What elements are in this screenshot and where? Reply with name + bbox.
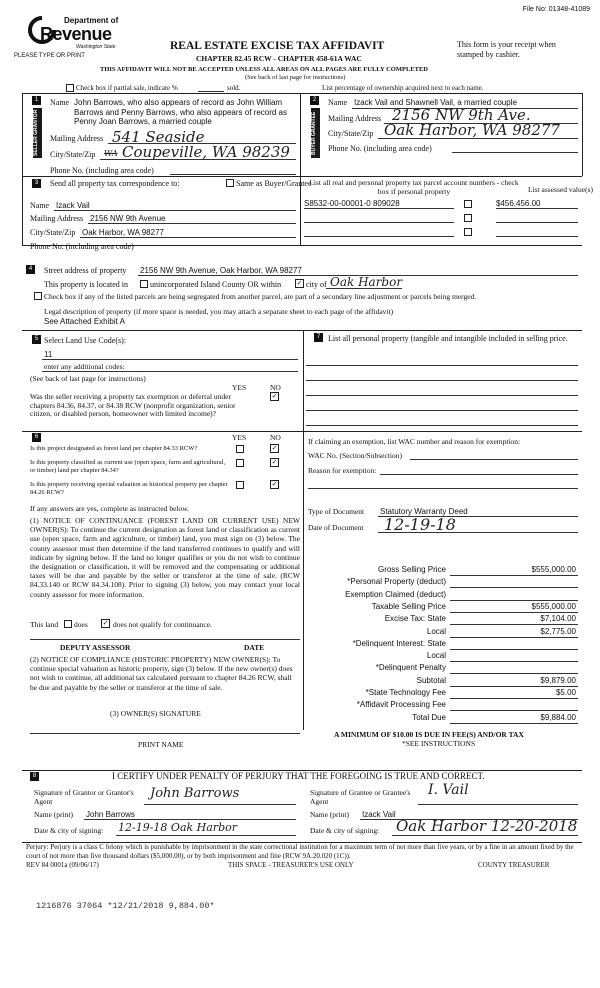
corr-city[interactable]: Oak Harbor, WA 98277 [82, 228, 164, 237]
tax-row-line [450, 661, 578, 662]
minimum-fee-note: A MINIMUM OF $10.00 IS DUE IN FEE(S) AND/OR TAX [334, 730, 524, 739]
grantor-date-city[interactable]: 12-19-18 Oak Harbor [118, 821, 237, 834]
see-instructions-note: *SEE INSTRUCTIONS [402, 739, 476, 748]
partial-sale-checkbox[interactable] [66, 84, 74, 92]
seller-name-label: Name [50, 98, 70, 107]
current-use-yes-checkbox[interactable] [236, 459, 244, 467]
tax-row-label: Subtotal [416, 675, 446, 685]
section-2-number: 2 [310, 96, 319, 105]
wac-label: WAC No. (Section/Subsection) [308, 451, 402, 460]
corr-mail[interactable]: 2156 NW 9th Avenue [90, 214, 166, 223]
perjury-notice: Perjury: Perjury is a class C felony which is punishable by imprisonment in the state correctional institution for a maximum term of not more than five years, or by a fine in an amount fixed by the court of not more than five thousand dollars ($5,000.00), or by both imprisonment and fine (RCW 9A.20.020 (1C)). [26, 843, 574, 860]
form-title: REAL ESTATE EXCISE TAX AFFIDAVIT [170, 40, 385, 52]
parcels-heading: List all real and personal property tax parcel account numbers - check box if personal property [309, 178, 519, 196]
grantor-signature[interactable]: John Barrows [150, 786, 240, 801]
section-7-number: 7 [314, 333, 323, 342]
corr-phone-label: Phone No. (including area code) [30, 242, 134, 251]
notice-compliance: (2) NOTICE OF COMPLIANCE (HISTORIC PROPERTY) NEW OWNER(S): To continue special valuation as historic property, sign (3) below. If the new owner(s) does not wish to continue, all additional tax calculated pursuant to chapter 84.26 RCW, shall be due and payable by the seller or transferor at the time of sale. [30, 655, 293, 692]
buyer-city-label: City/State/Zip [328, 129, 374, 138]
tax-row-line [450, 649, 578, 650]
tax-row-label: *Personal Property (deduct) [347, 577, 446, 587]
notice-continuance: (1) NOTICE OF CONTINUANCE (FOREST LAND OR CURRENT USE) NEW OWNER(S): To continue the current designation as forest land or classification as current use (open space, farm and agriculture, or timber) land, you must sign on (3) below. The county assessor must then determine if the land transferred continues to qualify and will indicate by signing below. If the land no longer qualifies or you do not wish to continue the designation or classification, it will be removed and the compensating or additional taxes will be due and payable by the seller or transferor at the time of sale. (RCW 84.33.140 or RCW 84.34.108). Prior to signing (3) below, you may contact your local county assessor for more information. [30, 516, 300, 599]
buyer-mail-label: Mailing Address [328, 114, 382, 123]
forest-question: Is this project designated as forest land per chapter 84.33 RCW? [30, 445, 198, 452]
does-not-label: does not qualify for continuance. [113, 620, 212, 629]
property-city[interactable]: Oak Harbor [330, 275, 403, 289]
print-name-label: PRINT NAME [138, 740, 184, 749]
section-4-number: 4 [26, 265, 35, 274]
seller-city-label: City/State/Zip [50, 150, 96, 159]
legal-description[interactable]: See Attached Exhibit A [44, 317, 125, 326]
street-address[interactable]: 2156 NW 9th Avenue, Oak Harbor, WA 98277 [140, 266, 302, 275]
legal-description-label: Legal description of property (if more space is needed, you may attach a separate sheet to each page of the affidavit) [44, 307, 394, 316]
exemption-label: If claiming an exemption, list WAC number and reason for exemption: [308, 437, 521, 446]
grantee-signature-label: Signature of Grantee or Grantee's Agent [310, 788, 411, 806]
doc-date[interactable]: 12-19-18 [384, 515, 456, 534]
tax-row-value[interactable]: $7,104.00 [540, 614, 576, 624]
grantee-date-city[interactable]: Oak Harbor 12-20-2018 [396, 817, 578, 835]
unincorporated-label: unincorporated Island County OR within [150, 280, 282, 289]
seller-mail-label: Mailing Address [50, 134, 104, 143]
segregated-checkbox[interactable] [34, 292, 42, 300]
tax-row-line [450, 673, 578, 674]
corr-name-label: Name [30, 201, 50, 210]
correspondence-label: Send all property tax correspondence to: [50, 179, 180, 188]
exemption-question-no-checkbox[interactable]: ✓ [271, 392, 278, 400]
grantor-date-label: Date & city of signing: [34, 826, 104, 835]
land-use-no: NO [270, 383, 281, 392]
exemption-reason-label: Reason for exemption: [308, 466, 377, 475]
section6-yes: YES [232, 433, 247, 442]
buyer-name[interactable]: Izack Vail and Shawnell Vail, a married couple [354, 98, 517, 107]
assessor-date-label: DATE [244, 643, 265, 652]
treasurer-stamp: 1216876 37064 *12/21/2018 9,884.00* [36, 901, 215, 911]
section-8-number: 8 [30, 772, 39, 781]
dept-name: Revenue [40, 24, 112, 44]
buyer-mail[interactable]: 2156 NW 9th Ave. [392, 106, 531, 124]
tax-row-line [450, 612, 578, 613]
segregated-label: Check box if any of the listed parcels are being segregated from another parcel, are part of a secondary line adjustment or parcels being merged. [44, 292, 477, 301]
section-3-number: 3 [32, 179, 41, 188]
tax-row-line [450, 710, 578, 711]
grantor-name[interactable]: John Barrows [86, 810, 135, 819]
dept-state: Washington State [76, 44, 116, 50]
historic-no-checkbox[interactable]: ✓ [271, 480, 278, 488]
tax-row-label: Exemption Claimed (deduct) [345, 589, 446, 599]
parcel-personal-checkbox-1[interactable] [464, 200, 472, 208]
grantee-name-label: Name (print) [310, 810, 349, 819]
grantee-date-label: Date & city of signing: [310, 826, 380, 835]
tax-row-line [450, 587, 578, 588]
city-of-label: city of [306, 280, 327, 289]
assessed-heading: List assessed value(s) [528, 185, 593, 194]
partial-sale-label: Check box if partial sale, indicate % [76, 84, 178, 92]
current-use-question: Is this property classified as current use (open space, farm and agricultural, or timber) land per chapter 84.34? [30, 459, 226, 474]
owner-signature-label: (3) OWNER(S) SIGNATURE [110, 709, 201, 718]
forest-yes-checkbox[interactable] [236, 445, 244, 453]
tax-row-label: Local [426, 651, 446, 661]
tax-row-line [450, 723, 578, 724]
city-checkbox[interactable]: ✓ [296, 279, 303, 287]
located-label: This property is located in [44, 280, 128, 289]
tax-row-value[interactable]: $9,879.00 [540, 675, 576, 685]
file-number: File No: 01348-41089 [522, 6, 590, 13]
tax-row-value[interactable]: $5.00 [555, 688, 576, 697]
receipt-note: This form is your receipt when stamped by cashier. [457, 40, 556, 59]
sold-label: sold. [227, 84, 241, 92]
current-use-no-checkbox[interactable]: ✓ [271, 458, 278, 466]
tax-row-label: Gross Selling Price [377, 565, 446, 574]
personal-property-label: List all personal property (tangible and intangible included in selling price. [328, 334, 568, 343]
land-use-see-back: (See back of last page for instructions) [30, 374, 146, 383]
tax-row-line [450, 686, 578, 687]
seller-name[interactable]: John Barrows, who also appears of record as John William Barrows and Penny Barrows, who also appears of record as Penny Joan Barrows, a married couple [74, 98, 287, 126]
corr-mail-label: Mailing Address [30, 214, 84, 223]
county-treasurer-label: COUNTY TREASURER [478, 861, 550, 869]
buyer-city[interactable]: Oak Harbor, WA 98277 [384, 121, 560, 139]
section6-no: NO [270, 433, 281, 442]
seller-side-label: SELLER GRANTOR [33, 108, 42, 158]
tax-row-line [450, 575, 578, 576]
form-warning: THIS AFFIDAVIT WILL NOT BE ACCEPTED UNLESS ALL AREAS ON ALL PAGES ARE FULLY COMPLETED [100, 66, 428, 73]
this-land-label: This land [30, 620, 59, 629]
treasurer-space-label: THIS SPACE - TREASURER'S USE ONLY [228, 861, 354, 869]
land-use-label: Select Land Use Code(s): [44, 336, 126, 345]
doc-type[interactable]: Statutory Warranty Deed [380, 507, 468, 516]
tax-row-line [450, 698, 578, 699]
section-1-number: 1 [32, 96, 41, 105]
does-not-checkbox[interactable]: ✓ [102, 619, 109, 627]
seller-city[interactable]: Coupeville, WA 98239 [122, 143, 290, 161]
assessed-value[interactable]: $456,456.00 [496, 199, 541, 208]
additional-codes-label: enter any additional codes: [44, 362, 125, 371]
tax-row-line [450, 624, 578, 625]
buyer-side-label: BUYER GRANTEE [311, 108, 320, 158]
form-chapter: CHAPTER 82.45 RCW - CHAPTER 458-61A WAC [196, 54, 362, 63]
parcel-personal-checkbox-2[interactable] [464, 214, 472, 222]
certify-statement: I CERTIFY UNDER PENALTY OF PERJURY THAT THE FOREGOING IS TRUE AND CORRECT. [112, 771, 485, 781]
buyer-phone-label: Phone No. (including area code) [328, 144, 432, 153]
street-label: Street address of property [44, 266, 127, 275]
same-as-buyer-checkbox[interactable] [226, 179, 234, 187]
same-as-buyer-label: Same as Buyer/Grantee [236, 179, 312, 188]
tax-row-label: *Affidavit Processing Fee [356, 700, 446, 710]
forest-no-checkbox[interactable]: ✓ [271, 444, 278, 452]
section-5-number: 5 [32, 335, 41, 344]
revision-code: REV 84 0001a (09/06/17) [26, 861, 99, 869]
seller-phone-label: Phone No. (including area code) [50, 166, 154, 175]
see-back-note: (See back of last page for instructions) [245, 74, 346, 81]
land-use-code[interactable]: 11 [44, 350, 53, 359]
corr-city-label: City/State/Zip [30, 228, 76, 237]
deputy-assessor-label: DEPUTY ASSESSOR [60, 643, 131, 652]
grantee-name[interactable]: Izack Vail [362, 810, 396, 819]
parcel-number[interactable]: S8532-00-00001-0 809028 [304, 199, 400, 208]
seller-city-struck: WA [104, 149, 118, 158]
tax-row-label: *State Technology Fee [365, 688, 446, 697]
tax-row-value[interactable]: $555,000.00 [531, 601, 576, 611]
grantor-name-label: Name (print) [34, 810, 73, 819]
ownership-note: List percentage of ownership acquired next to each name. [322, 84, 484, 92]
parcel-personal-checkbox-3[interactable] [464, 228, 472, 236]
land-use-yes: YES [232, 383, 247, 392]
tax-row-line [450, 637, 578, 638]
tax-row-line [450, 600, 578, 601]
tax-row-label: Total Due [412, 712, 446, 722]
tax-row-label: *Delinquent Penalty [375, 663, 446, 673]
tax-row-label: Taxable Selling Price [371, 601, 446, 611]
dept-top: Department of [64, 16, 119, 25]
please-type: PLEASE TYPE OR PRINT [14, 53, 85, 59]
tax-row-value[interactable]: $2,775.00 [540, 626, 576, 636]
tax-row-label: *Delinquent Interest: State [352, 638, 446, 648]
doc-date-label: Date of Document [308, 523, 364, 532]
seller-mail[interactable]: 541 Seaside [112, 128, 205, 146]
historic-yes-checkbox[interactable] [236, 481, 244, 489]
unincorporated-checkbox[interactable] [140, 280, 148, 288]
does-checkbox[interactable] [64, 620, 72, 628]
buyer-name-label: Name [328, 98, 348, 107]
tax-row-label: Excise Tax: State [384, 614, 446, 624]
tax-row-label: Local [426, 626, 446, 636]
does-label: does [74, 620, 88, 629]
doc-type-label: Type of Document [308, 507, 365, 516]
grantee-signature[interactable]: I. Vail [428, 782, 469, 798]
tax-row-value[interactable]: $9,884.00 [540, 712, 576, 722]
exemption-question: Was the seller receiving a property tax exemption or deferral under chapters 84.36, 84.37, or 84.38 RCW (nonprofit organization, senior citizen, or disabled person, homeowner with limited income)? [30, 392, 236, 419]
tax-row-value[interactable]: $555,000.00 [531, 565, 576, 574]
section-6-number: 6 [32, 433, 41, 442]
grantor-signature-label: Signature of Grantor or Grantor's Agent [34, 788, 134, 806]
corr-name[interactable]: Izack Vail [56, 201, 90, 210]
if-yes-note: If any answers are yes, complete as instructed below. [30, 504, 190, 513]
historic-question: Is this property receiving special valuation as historical property per chapter 84.26 RCW? [30, 481, 228, 496]
